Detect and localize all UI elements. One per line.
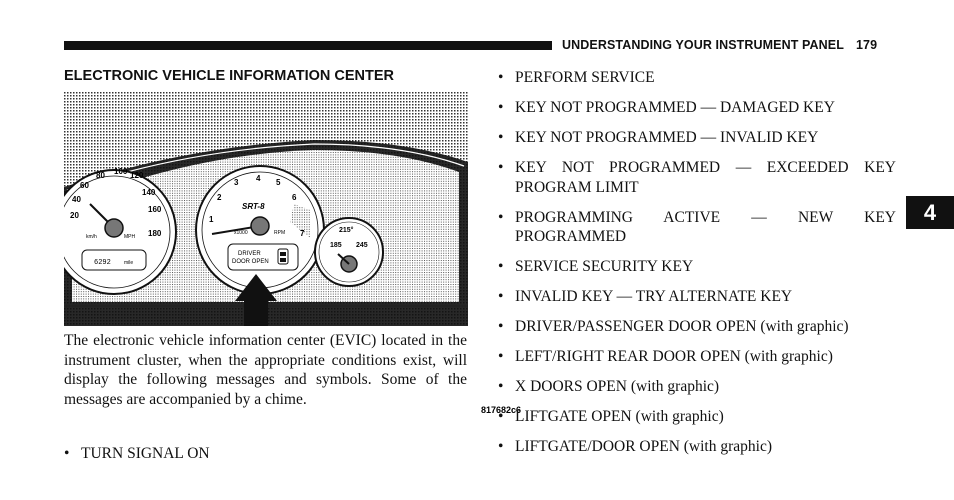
odometer-readout: 6292 bbox=[94, 259, 111, 267]
list-item: • DRIVER/PASSENGER DOOR OPEN (with graphic) bbox=[498, 317, 896, 337]
list-item: • TURN SIGNAL ON bbox=[64, 444, 210, 464]
list-item: • LEFT/RIGHT REAR DOOR OPEN (with graphic) bbox=[498, 347, 896, 367]
list-item: • SERVICE SECURITY KEY bbox=[498, 257, 896, 277]
temp-value: 215° bbox=[339, 227, 354, 234]
speedo-unit-kmh: km/h bbox=[86, 234, 97, 240]
speedo-tick: 100 bbox=[114, 167, 128, 176]
speedo-tick: 120 bbox=[130, 171, 144, 180]
srt-badge: SRT-8 bbox=[242, 202, 265, 211]
header-title: UNDERSTANDING YOUR INSTRUMENT PANEL bbox=[562, 38, 844, 52]
speedo-tick: 180 bbox=[148, 229, 162, 238]
chapter-tab: 4 bbox=[906, 196, 954, 229]
speedo-tick: 60 bbox=[80, 181, 89, 190]
list-item: • X DOORS OPEN (with graphic) bbox=[498, 377, 896, 397]
tacho-tick: 6 bbox=[292, 193, 297, 202]
tacho-tick: 4 bbox=[256, 174, 261, 183]
left-bullet-list bbox=[64, 444, 210, 464]
right-bullet-list bbox=[498, 68, 896, 467]
evic-display-line-1: DRIVER bbox=[238, 251, 261, 257]
tacho-tick: 7 bbox=[300, 229, 305, 238]
tacho-tick: 5 bbox=[276, 178, 281, 187]
tacho-unit: RPM bbox=[274, 230, 286, 236]
list-item: • LIFTGATE/DOOR OPEN (with graphic) bbox=[498, 437, 896, 457]
speedo-tick: 80 bbox=[96, 171, 105, 180]
figure-code: 817682c6 bbox=[481, 405, 522, 415]
list-item: • KEY NOT PROGRAMMED — DAMAGED KEY bbox=[498, 98, 896, 118]
speedo-unit-mph: MPH bbox=[124, 234, 136, 240]
list-item: • INVALID KEY — TRY ALTERNATE KEY bbox=[498, 287, 896, 307]
temperature-gauge bbox=[315, 218, 383, 286]
list-item: • PROGRAMMING ACTIVE — NEW KEY PROGRAMMED bbox=[498, 208, 896, 247]
page-number: 179 bbox=[855, 38, 878, 52]
list-item: • KEY NOT PROGRAMMED — INVALID KEY bbox=[498, 128, 896, 148]
section-title: ELECTRONIC VEHICLE INFORMATION CENTER bbox=[64, 68, 395, 84]
list-item: • LIFTGATE OPEN (with graphic) bbox=[498, 407, 896, 427]
speedo-tick: 140 bbox=[142, 188, 156, 197]
tacho-tick: 1 bbox=[209, 215, 214, 224]
instrument-cluster-illustration bbox=[64, 92, 468, 326]
speedo-tick: 160 bbox=[148, 205, 162, 214]
speedo-tick: 40 bbox=[72, 195, 81, 204]
header-rule bbox=[64, 41, 552, 50]
tacho-scale: x1000 bbox=[234, 230, 248, 236]
speedo-tick: 20 bbox=[70, 211, 79, 220]
intro-paragraph: The electronic vehicle information center (EVIC) located in the instrument cluster, when the appropriate conditions exist, will display the following messages and symbols. Some of the messages are accompanied by a chime. bbox=[64, 332, 467, 408]
evic-display-line-2: DOOR OPEN bbox=[232, 259, 269, 265]
list-item: • KEY NOT PROGRAMMED — EXCEEDED KEY PROGRAM LIMIT bbox=[498, 158, 896, 197]
list-item: • PERFORM SERVICE bbox=[498, 68, 896, 88]
temp-low: 185 bbox=[330, 242, 342, 249]
tacho-tick: 3 bbox=[234, 178, 239, 187]
tacho-tick: 2 bbox=[217, 193, 222, 202]
temp-high: 245 bbox=[356, 242, 368, 249]
tachometer bbox=[196, 166, 324, 294]
odometer-unit: mile bbox=[124, 260, 134, 266]
running-header bbox=[562, 38, 877, 52]
